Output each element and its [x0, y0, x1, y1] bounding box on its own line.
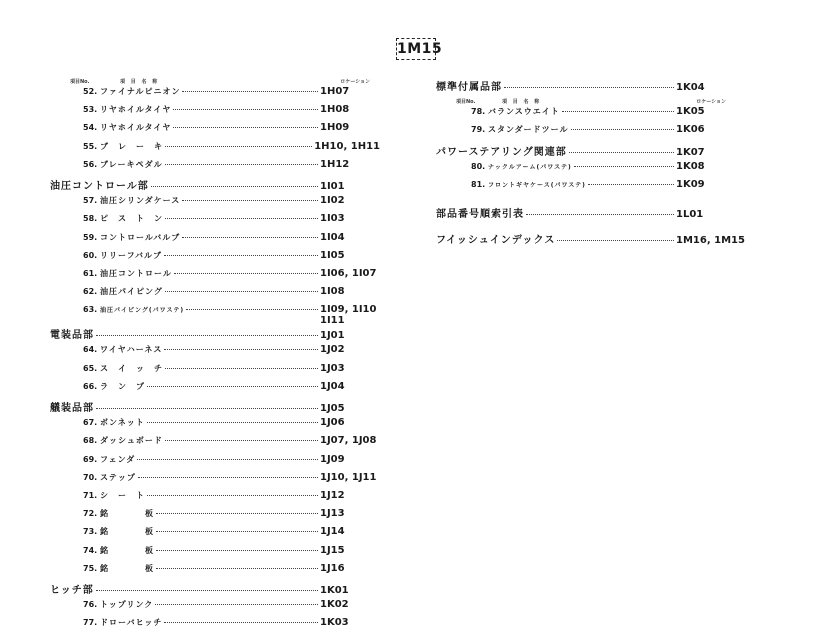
item-name: ボンネット [100, 418, 145, 428]
item-number: 81. [471, 179, 486, 189]
item-number: 60. [83, 250, 98, 260]
item-name: ブ レ ー キ [100, 141, 163, 151]
section-row[interactable] [436, 231, 756, 249]
page-code-box: 1M15 [396, 38, 436, 60]
item-number: 75. [83, 563, 98, 573]
leader-dots [186, 309, 318, 310]
location-code: 1H10, 1H11 [314, 140, 380, 152]
left-column [50, 76, 380, 635]
section-row[interactable] [436, 205, 756, 223]
leader-dots [96, 335, 318, 336]
index-row[interactable] [50, 250, 380, 268]
item-name: 銘 板 [100, 509, 154, 519]
section-name: 油圧コントロール部 [50, 180, 149, 192]
header-location: ロケーション [340, 79, 370, 85]
leader-dots [155, 604, 318, 605]
leader-dots [588, 184, 674, 185]
section-name: 電装品部 [50, 330, 94, 342]
item-name: 油圧パイピング [100, 287, 163, 297]
item-name: コントロールバルブ [100, 232, 181, 242]
leader-dots [173, 127, 318, 128]
item-number: 64. [83, 345, 98, 355]
location-code: 1I05 [320, 249, 345, 261]
location-code: 1H08 [320, 104, 350, 116]
right-column [436, 78, 756, 250]
item-name: フロントギヤケース(パワステ) [488, 181, 586, 189]
location-code: 1I01 [320, 180, 345, 192]
header-item-no: 項目No. [70, 79, 90, 85]
index-row[interactable] [50, 304, 380, 326]
location-code [320, 304, 380, 326]
location-code: 1J12 [320, 489, 345, 501]
leader-dots [156, 568, 318, 569]
section-row[interactable] [436, 143, 756, 161]
index-row[interactable] [50, 381, 380, 399]
location-code: 1J05 [320, 403, 345, 414]
index-row[interactable] [436, 124, 756, 142]
leader-dots [165, 291, 318, 292]
leader-dots [147, 495, 318, 496]
section-name: パワーステアリング関連部 [436, 146, 567, 158]
location-code: 1J04 [320, 380, 345, 392]
item-number: 59. [83, 232, 98, 242]
location-code: 1J07, 1J08 [320, 435, 377, 447]
leader-dots [164, 349, 318, 350]
location-code: 1K04 [676, 82, 705, 93]
location-code: 1J16 [320, 562, 345, 574]
index-row[interactable] [50, 122, 380, 140]
leader-dots [164, 622, 318, 623]
item-number: 58. [83, 214, 98, 224]
item-number: 61. [83, 268, 98, 278]
leader-dots [165, 218, 318, 219]
index-row[interactable] [50, 286, 380, 304]
leader-dots [574, 166, 674, 167]
item-name: フェンダ [100, 454, 136, 464]
leader-dots [165, 368, 318, 369]
location-code: 1J10, 1J11 [320, 471, 377, 483]
item-name: ブレーキペダル [100, 159, 163, 169]
index-row[interactable] [50, 599, 380, 617]
leader-dots [165, 440, 318, 441]
location-code: 1I02 [320, 195, 345, 207]
index-row[interactable] [50, 545, 380, 563]
item-number: 66. [83, 381, 98, 391]
item-number: 65. [83, 363, 98, 373]
item-name: リリーフバルブ [100, 250, 162, 260]
location-code: 1I08 [320, 286, 345, 298]
index-row[interactable] [50, 213, 380, 231]
item-name: 銘 板 [100, 563, 154, 573]
section-name: フイッシュインデックス [436, 235, 556, 247]
location-code: 1I06, 1I07 [320, 267, 377, 279]
item-name: 油圧コントロール [100, 268, 172, 278]
item-number: 55. [83, 141, 98, 151]
location-code: 1H12 [320, 158, 350, 170]
leader-dots [96, 408, 318, 409]
item-number: 69. [83, 454, 98, 464]
index-row[interactable] [50, 617, 380, 635]
header-location: ロケーション [696, 99, 726, 106]
section-row[interactable] [50, 177, 380, 195]
item-number: 79. [471, 125, 486, 135]
item-name: ナックルアーム(パワステ) [488, 163, 572, 171]
item-number: 52. [83, 87, 98, 96]
leader-dots [151, 186, 318, 187]
location-code: 1J13 [320, 508, 345, 520]
leader-dots [156, 531, 318, 532]
leader-dots [174, 273, 318, 274]
section-name: 標準付属品部 [436, 82, 502, 93]
item-name: ステップ [100, 472, 136, 482]
item-name: 油圧シリンダケース [100, 196, 181, 206]
header-item-name: 項 目 名 称 [502, 99, 542, 106]
location-code: 1I03 [320, 213, 345, 225]
item-name: リヤホイルタイヤ [100, 123, 172, 133]
leader-dots [504, 87, 674, 88]
leader-dots [147, 386, 318, 387]
leader-dots [182, 200, 318, 201]
section-row[interactable] [436, 78, 756, 96]
column-headers [436, 96, 756, 106]
item-name: ドローバヒッチ [100, 618, 163, 628]
leader-dots [526, 214, 674, 215]
item-number: 70. [83, 472, 98, 482]
item-number: 54. [83, 123, 98, 133]
leader-dots [557, 240, 674, 241]
section-name: 艤装品部 [50, 403, 94, 414]
leader-dots [562, 111, 674, 112]
item-name: ス イ ッ チ [100, 363, 163, 373]
index-row[interactable] [50, 86, 380, 104]
index-row[interactable] [50, 104, 380, 122]
section-row[interactable] [50, 326, 380, 344]
location-code: 1J14 [320, 526, 345, 538]
item-number: 67. [83, 418, 98, 428]
section-name: 部品番号順索引表 [436, 209, 524, 221]
index-row[interactable] [50, 159, 380, 177]
location-code: 1K02 [320, 599, 349, 611]
index-row[interactable] [50, 417, 380, 435]
section-row[interactable] [50, 399, 380, 417]
location-code: 1H09 [320, 122, 350, 134]
item-name: ワイヤハーネス [100, 345, 163, 355]
item-name: ラ ン プ [100, 381, 145, 391]
location-code: 1J01 [320, 330, 345, 342]
index-row[interactable] [436, 106, 756, 124]
location-code: 1K09 [676, 178, 705, 190]
leader-dots [569, 152, 674, 153]
index-row[interactable] [50, 508, 380, 526]
item-number: 73. [83, 527, 98, 537]
item-name: トップリンク [100, 600, 154, 610]
location-code: 1J06 [320, 417, 345, 429]
item-number: 68. [83, 436, 98, 446]
header-item-name: 項 目 名 称 [120, 79, 160, 85]
leader-dots [96, 590, 318, 591]
item-number: 74. [83, 545, 98, 555]
index-row[interactable] [436, 161, 756, 179]
item-name: シ ー ト [100, 490, 145, 500]
column-headers [50, 76, 380, 86]
item-number: 76. [83, 600, 98, 610]
item-name: リヤホイルタイヤ [100, 105, 172, 115]
item-name: スタンダードツール [488, 125, 569, 135]
location-code: 1K01 [320, 584, 349, 596]
header-item-no: 項目No. [456, 99, 476, 106]
location-code: 1M16, 1M15 [676, 235, 745, 247]
location-code: 1K07 [676, 146, 705, 158]
location-code-line1: 1I09, 1I10 [320, 304, 377, 316]
index-row[interactable] [50, 344, 380, 362]
item-number: 53. [83, 105, 98, 115]
index-row[interactable] [50, 490, 380, 508]
item-number: 62. [83, 287, 98, 297]
leader-dots [164, 255, 318, 256]
item-name: 銘 板 [100, 527, 154, 537]
location-code: 1K03 [320, 617, 349, 629]
item-name: ピ ス ト ン [100, 214, 163, 224]
item-name: ファイナルピニオン [100, 87, 181, 96]
item-number: 78. [471, 107, 486, 117]
item-number: 72. [83, 509, 98, 519]
item-name: バランスウエイト [488, 107, 560, 117]
index-row[interactable] [436, 179, 756, 197]
leader-dots [173, 109, 318, 110]
leader-dots [165, 164, 318, 165]
leader-dots [156, 550, 318, 551]
index-row[interactable] [50, 454, 380, 472]
item-number: 80. [471, 161, 486, 171]
leader-dots [147, 422, 318, 423]
item-name: ダッシュボード [100, 436, 163, 446]
location-code-line2: 1I11 [320, 315, 345, 327]
index-row[interactable] [50, 195, 380, 213]
section-name: ヒッチ部 [50, 584, 94, 596]
location-code: 1K08 [676, 160, 705, 172]
leader-dots [182, 237, 318, 238]
index-row[interactable] [50, 563, 380, 581]
leader-dots [138, 477, 318, 478]
leader-dots [182, 91, 318, 92]
leader-dots [137, 459, 318, 460]
leader-dots [156, 513, 318, 514]
leader-dots [165, 146, 312, 147]
item-name: 油圧パイピング(パワステ) [100, 307, 185, 315]
location-code: 1H07 [320, 86, 350, 97]
index-row[interactable] [50, 268, 380, 286]
location-code: 1K05 [676, 106, 705, 118]
index-row[interactable] [50, 472, 380, 490]
item-number: 56. [83, 159, 98, 169]
leader-dots [571, 129, 674, 130]
location-code: 1L01 [676, 209, 704, 221]
item-number: 77. [83, 618, 98, 628]
location-code: 1I04 [320, 231, 345, 243]
index-row[interactable] [50, 363, 380, 381]
index-row[interactable] [50, 435, 380, 453]
location-code: 1J02 [320, 344, 345, 356]
index-row[interactable] [50, 141, 380, 159]
item-number: 57. [83, 196, 98, 206]
item-number: 71. [83, 490, 98, 500]
item-number: 63. [83, 305, 98, 315]
location-code: 1J15 [320, 544, 345, 556]
index-row[interactable] [50, 232, 380, 250]
item-name: 銘 板 [100, 545, 154, 555]
index-row[interactable] [50, 526, 380, 544]
location-code: 1K06 [676, 124, 705, 136]
left-entries [50, 86, 380, 635]
location-code: 1J09 [320, 453, 345, 465]
location-code: 1J03 [320, 362, 345, 374]
